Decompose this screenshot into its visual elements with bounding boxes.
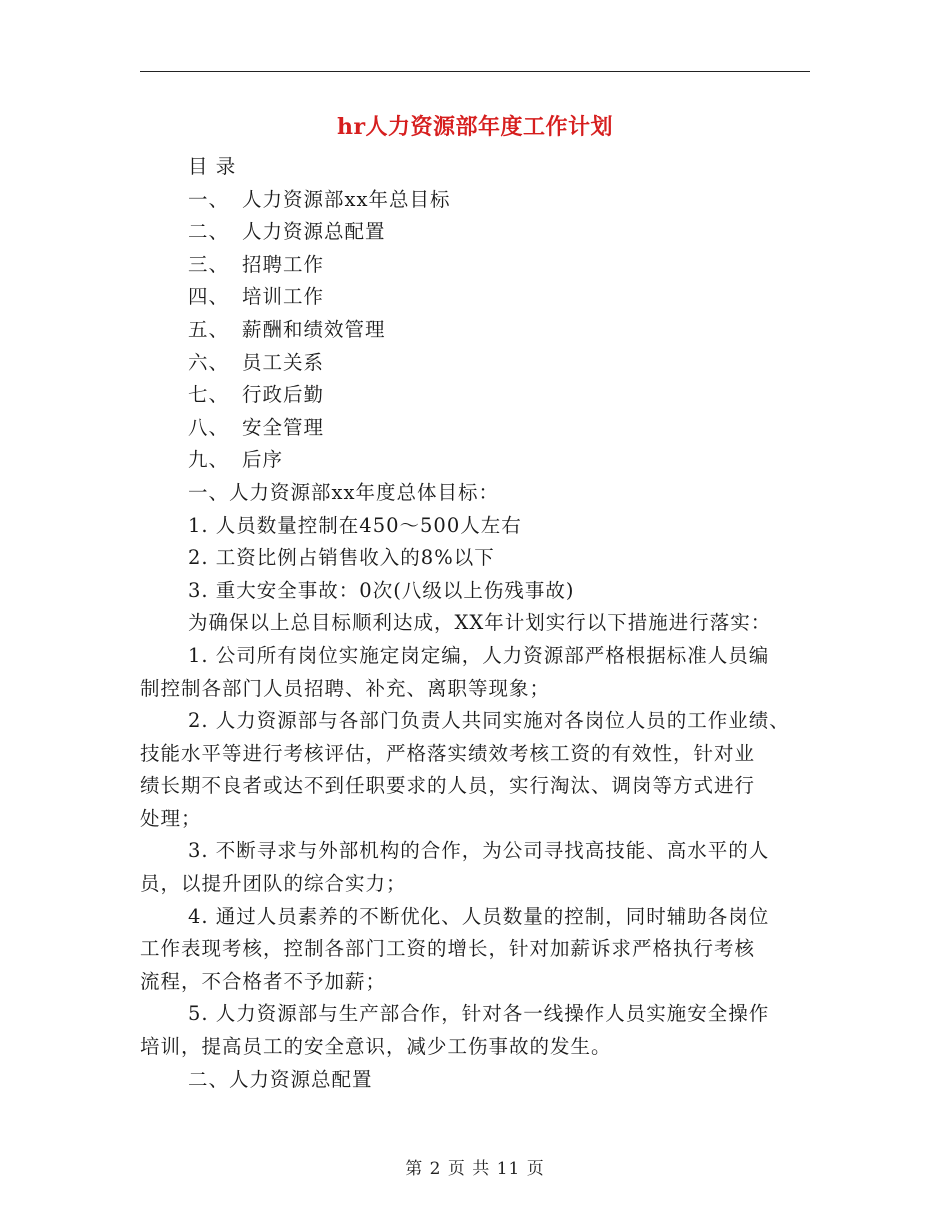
toc-heading: 目 录 (188, 155, 237, 178)
measure-paragraph: 4. 通过人员素养的不断优化、人员数量的控制，同时辅助各岗位 工作表现考核，控制各部门工资的增长，针对加薪诉求严格执行考核 流程，不合格者不予加薪； (140, 904, 770, 993)
measure-paragraph: 3. 不断寻求与外部机构的合作，为公司寻找高技能、高水平的人 员，以提升团队的综合实力； (140, 839, 770, 896)
goal-item: 1. 人员数量控制在450～500人左右 (188, 513, 522, 537)
toc-item: 三、 招聘工作 (188, 252, 325, 276)
table-of-contents (140, 184, 820, 477)
goal-item: 2. 工资比例占销售收入的8%以下 (188, 546, 495, 570)
measure-paragraph: 5. 人力资源部与生产部合作，针对各一线操作人员实施安全操作 培训，提高员工的安全意识，减少工伤事故的发生。 (140, 1002, 770, 1059)
section-heading: 二、人力资源总配置 (188, 1067, 373, 1091)
toc-item: 九、 后序 (188, 448, 284, 472)
section-heading: 一、人力资源部xx年度总体目标： (188, 480, 499, 504)
document-body (140, 151, 820, 1096)
measure-paragraph: 1. 公司所有岗位实施定岗定编，人力资源部严格根据标准人员编 制控制各部门人员招聘、补充、离职等现象； (140, 643, 770, 700)
toc-item: 二、 人力资源总配置 (188, 220, 386, 244)
toc-item: 八、 安全管理 (188, 415, 325, 439)
document-title: hr人力资源部年度工作计划 (336, 114, 614, 140)
measure-paragraph: 2. 人力资源部与各部门负责人共同实施对各岗位人员的工作业绩、 技能水平等进行考核评估，严格落实绩效考核工资的有效性，针对业 绩长期不良者或达不到任职要求的人员，实行淘汰、调岗等方式进行 处理； (140, 709, 790, 830)
toc-item: 一、 人力资源部xx年总目标 (188, 187, 451, 211)
toc-item: 五、 薪酬和绩效管理 (188, 317, 386, 341)
toc-item: 七、 行政后勤 (188, 383, 325, 407)
header-rule (140, 71, 810, 72)
page-footer: 第 2 页 共 11 页 (405, 1159, 545, 1179)
toc-item: 四、 培训工作 (188, 285, 325, 309)
measures-intro: 为确保以上总目标顺利达成，XX年计划实行以下措施进行落实： (188, 611, 772, 635)
goal-item: 3. 重大安全事故：0次(八级以上伤残事故) (188, 578, 575, 602)
toc-item: 六、 员工关系 (188, 350, 325, 374)
